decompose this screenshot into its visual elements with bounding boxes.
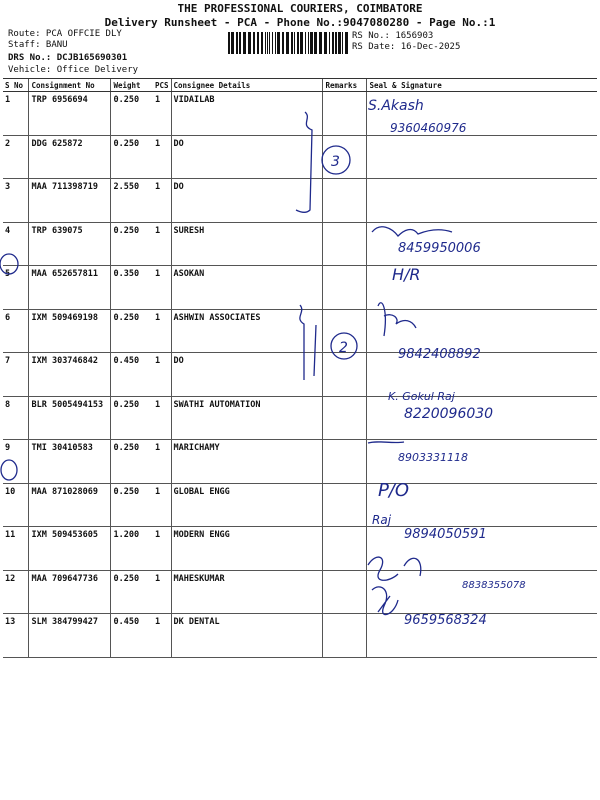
barcode-bar (291, 32, 293, 54)
row-weight: 0.350 (111, 266, 153, 310)
row-consignment: MAA 709647736 (29, 570, 111, 614)
row-signature (367, 222, 597, 266)
row-pcs: 1 (153, 179, 171, 223)
row-sno: 1 (3, 92, 29, 136)
table-row (3, 570, 597, 614)
barcode-bar (329, 32, 330, 54)
vehicle-label: Vehicle: Office Delivery (8, 65, 139, 75)
barcode-bar (332, 32, 334, 54)
row-consignment: TRP 6956694 (29, 92, 111, 136)
row-signature (367, 309, 597, 353)
row-consignee: DO (171, 179, 323, 223)
row-consignee: ASHWIN ASSOCIATES (171, 309, 323, 353)
row-consignment: DDG 625872 (29, 135, 111, 179)
row-weight: 0.250 (111, 135, 153, 179)
sig8-name: K. Gokul Raj (388, 390, 455, 403)
sig12-phone: 8838355078 (462, 580, 526, 591)
row-consignee: DO (171, 135, 323, 179)
table-row (3, 440, 597, 484)
row-pcs: 1 (153, 527, 171, 571)
row-pcs: 1 (153, 309, 171, 353)
row-signature (367, 92, 597, 136)
row-sno: 12 (3, 570, 29, 614)
sig1-phone: 9360460976 (390, 121, 467, 135)
row-signature (367, 440, 597, 484)
col-pcs: PCS (153, 79, 171, 92)
table-row (3, 527, 597, 571)
row-pcs: 1 (153, 92, 171, 136)
table-row (3, 353, 597, 397)
row-consignment: MAA 711398719 (29, 179, 111, 223)
barcode-bar (319, 32, 322, 54)
col-remarks: Remarks (323, 79, 367, 92)
row-sno: 2 (3, 135, 29, 179)
row-signature (367, 527, 597, 571)
row-remarks (323, 135, 367, 179)
row-sno: 5 (3, 266, 29, 310)
row-signature (367, 266, 597, 310)
sig8-phone: 8220096030 (404, 406, 494, 422)
sig1-name: S.Akash (368, 98, 424, 114)
row-consignment: IXM 509453605 (29, 527, 111, 571)
barcode-bar (286, 32, 289, 54)
row-signature (367, 353, 597, 397)
table-row (3, 483, 597, 527)
drs-label: DRS No.: DCJB165690301 (8, 53, 128, 63)
barcode-bar (314, 32, 317, 54)
route-label: Route: PCA OFFCIE DLY (8, 29, 122, 39)
row-pcs: 1 (153, 614, 171, 658)
row-signature (367, 570, 597, 614)
row-consignment: IXM 303746842 (29, 353, 111, 397)
row-remarks (323, 570, 367, 614)
row-weight: 0.450 (111, 614, 153, 658)
sig11-phone: 9894050591 (404, 527, 487, 542)
row-signature (367, 179, 597, 223)
col-signature: Seal & Signature (367, 79, 597, 92)
row-pcs: 1 (153, 222, 171, 266)
row-consignment: MAA 871028069 (29, 483, 111, 527)
sig11-name: Raj (372, 513, 392, 527)
sig10-phone: 8903331118 (398, 451, 468, 464)
row-weight: 1.200 (111, 527, 153, 571)
barcode-bar (269, 32, 270, 54)
row-sno: 6 (3, 309, 29, 353)
row-consignee: DK DENTAL (171, 614, 323, 658)
row-sno: 7 (3, 353, 29, 397)
barcode-bar (294, 32, 295, 54)
sig4-phone: 8459950006 (398, 241, 481, 256)
barcode-bar (342, 32, 343, 54)
barcode-bar (248, 32, 251, 54)
row-sno: 11 (3, 527, 29, 571)
barcode-bar (239, 32, 241, 54)
row-weight: 0.250 (111, 440, 153, 484)
barcode-bar (228, 32, 230, 54)
table-row (3, 266, 597, 310)
row-weight: 0.250 (111, 396, 153, 440)
barcode-bar (308, 32, 309, 54)
row-weight: 0.250 (111, 309, 153, 353)
row-pcs: 1 (153, 353, 171, 397)
row-consignee: DO (171, 353, 323, 397)
company-title: THE PROFESSIONAL COURIERS, COIMBATORE (177, 2, 423, 15)
row-signature (367, 396, 597, 440)
table-row (3, 309, 597, 353)
runsheet-table (3, 78, 597, 658)
row-pcs: 1 (153, 570, 171, 614)
row-remarks (323, 614, 367, 658)
row-remarks (323, 396, 367, 440)
row-consignment: TRP 639075 (29, 222, 111, 266)
sig13-phone: 9659568324 (404, 613, 487, 628)
col-weight: Weight (111, 79, 153, 92)
row-consignee: MAHESKUMAR (171, 570, 323, 614)
row-remarks (323, 353, 367, 397)
row-consignee: GLOBAL ENGG (171, 483, 323, 527)
barcode-graphic (228, 32, 348, 54)
row-weight: 0.250 (111, 92, 153, 136)
row-pcs: 1 (153, 483, 171, 527)
barcode-bar (272, 32, 273, 54)
col-sno: S No (3, 79, 29, 92)
barcode-bar (236, 32, 238, 54)
row-consignee: VIDAILAB (171, 92, 323, 136)
table-row (3, 614, 597, 658)
barcode-bar (243, 32, 246, 54)
sig5-mark: H/R (392, 265, 421, 284)
row-sno: 8 (3, 396, 29, 440)
row-signature (367, 135, 597, 179)
table-header-row (3, 79, 597, 92)
row-consignment: IXM 509469198 (29, 309, 111, 353)
barcode-bar (297, 32, 299, 54)
sig7-phone: 9842408892 (398, 347, 481, 362)
row-weight: 0.450 (111, 353, 153, 397)
table-row (3, 135, 597, 179)
row-consignee: MARICHAMY (171, 440, 323, 484)
row-remarks (323, 92, 367, 136)
row-weight: 0.250 (111, 570, 153, 614)
col-consignee: Consignee Details (171, 79, 323, 92)
barcode-bar (261, 32, 263, 54)
row-remarks (323, 527, 367, 571)
row-remarks (323, 222, 367, 266)
table-row (3, 396, 597, 440)
row-signature (367, 483, 597, 527)
barcode-bar (265, 32, 266, 54)
barcode-bar (345, 32, 348, 54)
row-consignee: SWATHI AUTOMATION (171, 396, 323, 440)
circled-number-3: 3 (331, 154, 340, 170)
row-remarks (323, 309, 367, 353)
circled-number-2: 2 (339, 340, 348, 356)
rs-number: RS No.: 1656903 (352, 31, 434, 41)
row-consignee: SURESH (171, 222, 323, 266)
barcode-bar (300, 32, 303, 54)
row-consignment: TMI 30410583 (29, 440, 111, 484)
row-consignment: MAA 652657811 (29, 266, 111, 310)
row-sno: 9 (3, 440, 29, 484)
row-remarks (323, 266, 367, 310)
row-consignment: SLM 384799427 (29, 614, 111, 658)
sheet-title: Delivery Runsheet - PCA - Phone No.:9047080280 - Page No.:1 (104, 16, 496, 29)
table-row (3, 92, 597, 136)
row-sno: 3 (3, 179, 29, 223)
barcode-bar (231, 32, 234, 54)
staff-label: Staff: BANU (8, 40, 68, 50)
rs-date: RS Date: 16-Dec-2025 (352, 42, 461, 52)
barcode-bar (338, 32, 341, 54)
barcode-bar (335, 32, 337, 54)
row-weight: 2.550 (111, 179, 153, 223)
row-signature (367, 614, 597, 658)
row-consignee: ASOKAN (171, 266, 323, 310)
table-row (3, 179, 597, 223)
barcode-bar (324, 32, 327, 54)
barcode-bar (277, 32, 280, 54)
col-consignment: Consignment No (29, 79, 111, 92)
row-remarks (323, 179, 367, 223)
row-remarks (323, 440, 367, 484)
barcode-bar (310, 32, 313, 54)
barcode-bar (267, 32, 268, 54)
row-pcs: 1 (153, 266, 171, 310)
barcode-bar (282, 32, 284, 54)
barcode-bar (257, 32, 259, 54)
row-consignment: BLR 5005494153 (29, 396, 111, 440)
row-pcs: 1 (153, 440, 171, 484)
row-sno: 13 (3, 614, 29, 658)
row-remarks (323, 483, 367, 527)
table-row (3, 222, 597, 266)
row-weight: 0.250 (111, 222, 153, 266)
row-sno: 4 (3, 222, 29, 266)
row-sno: 10 (3, 483, 29, 527)
barcode-bar (275, 32, 276, 54)
row-pcs: 1 (153, 396, 171, 440)
row-consignee: MODERN ENGG (171, 527, 323, 571)
barcode-bar (305, 32, 306, 54)
row-pcs: 1 (153, 135, 171, 179)
barcode-bar (253, 32, 255, 54)
sig10-pto: P/O (378, 480, 410, 501)
row-weight: 0.250 (111, 483, 153, 527)
